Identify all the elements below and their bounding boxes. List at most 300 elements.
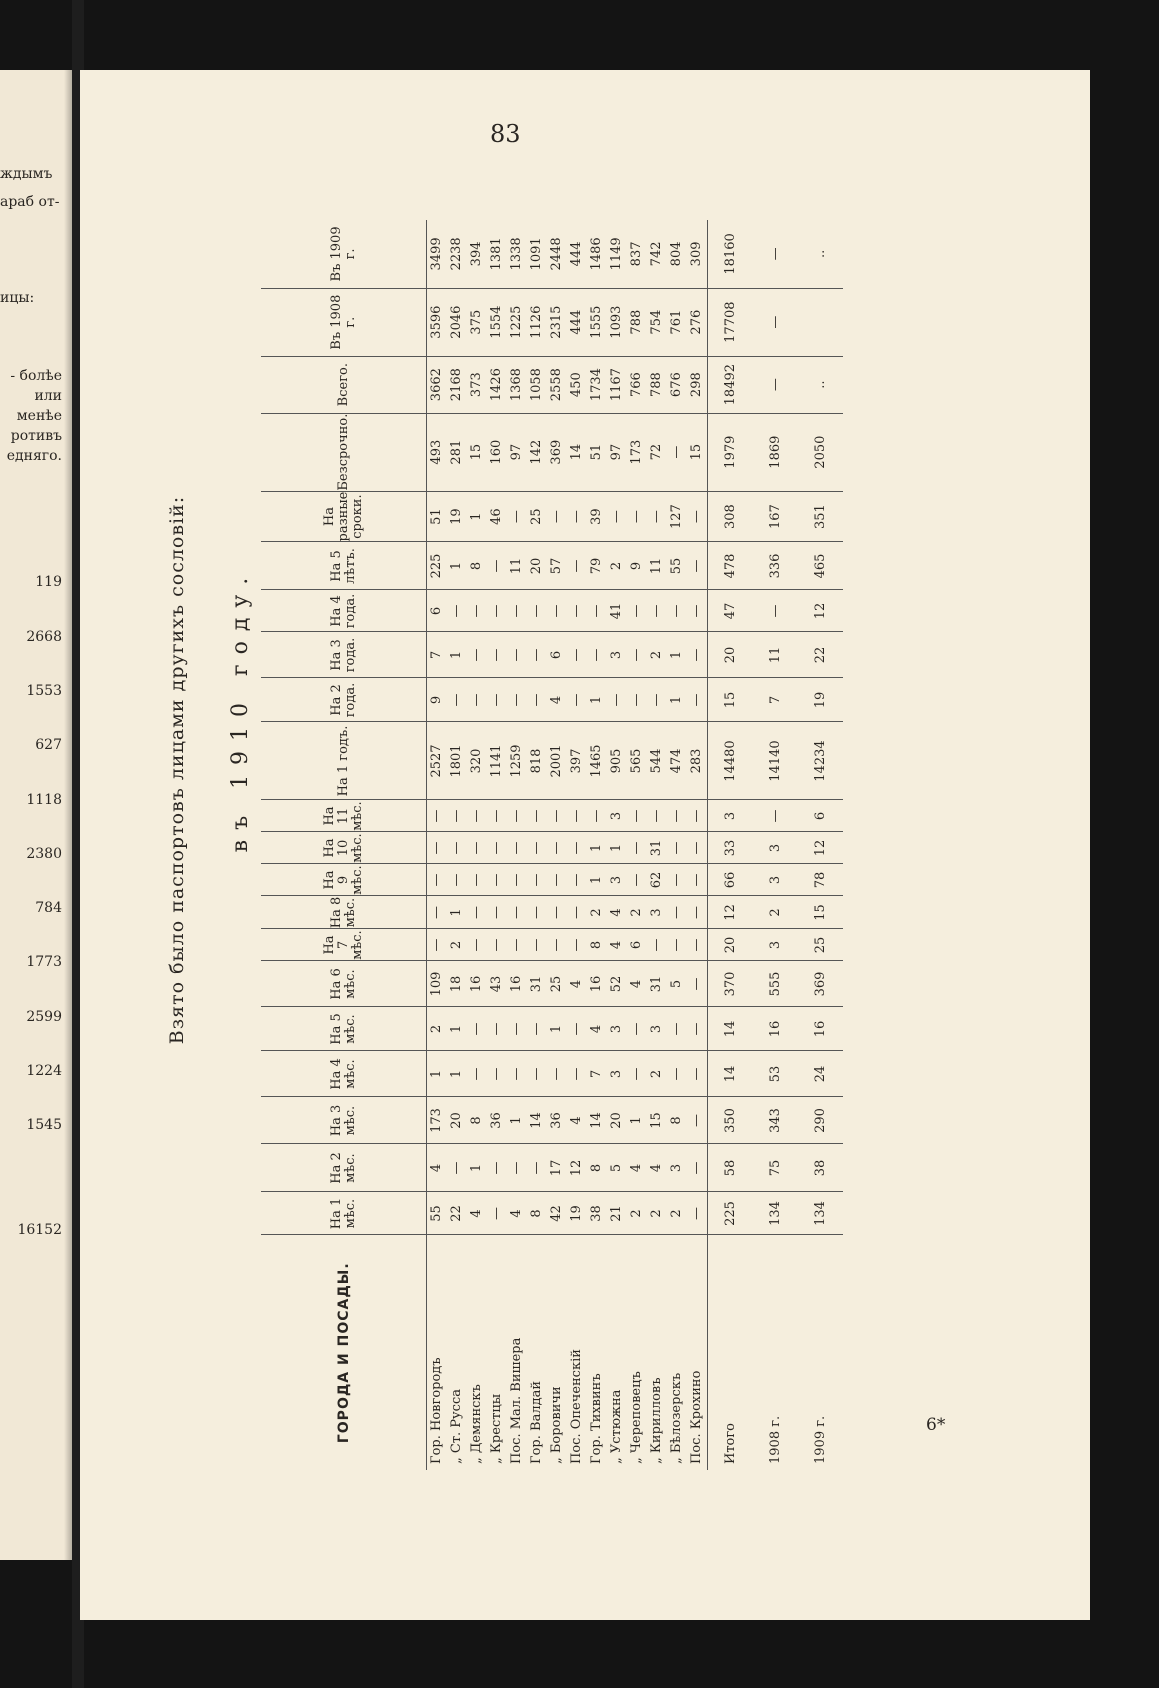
table-cell: 79 bbox=[587, 542, 607, 590]
table-row bbox=[527, 220, 547, 1470]
table-cell: 1 bbox=[587, 832, 607, 864]
table-cell: 1 bbox=[587, 864, 607, 896]
table-cell: 3 bbox=[753, 864, 798, 896]
table-cell: 8 bbox=[467, 1097, 487, 1144]
table-cell: .. bbox=[798, 220, 843, 288]
column-header bbox=[261, 1007, 427, 1051]
table-cell: 3 bbox=[607, 800, 627, 832]
table-cell: 22 bbox=[447, 1192, 467, 1235]
place-name: Пос. Крохино bbox=[689, 1370, 704, 1464]
table-cell: — bbox=[753, 800, 798, 832]
table-cell: 4 bbox=[587, 1007, 607, 1051]
table-cell: 1381 bbox=[487, 220, 507, 288]
prev-page-number: 2668 bbox=[26, 629, 62, 645]
table-cell: — bbox=[667, 896, 687, 929]
column-header-label: На 4 года. bbox=[328, 593, 358, 629]
table-cell: 14140 bbox=[753, 722, 798, 800]
table-cell: 565 bbox=[627, 722, 647, 800]
table-cell: 1091 bbox=[527, 220, 547, 288]
table-cell: — bbox=[627, 864, 647, 896]
table-cell: — bbox=[447, 1144, 467, 1192]
table-cell: — bbox=[567, 1051, 587, 1097]
table-cell: — bbox=[547, 590, 567, 632]
table-cell: — bbox=[507, 590, 527, 632]
table-cell: 31 bbox=[647, 832, 667, 864]
table-cell: — bbox=[467, 1051, 487, 1097]
table-cell: — bbox=[687, 1192, 708, 1235]
column-header bbox=[261, 1051, 427, 1097]
column-header-label: Безсрочно. bbox=[335, 413, 351, 491]
table-cell: 19 bbox=[567, 1192, 587, 1235]
place-name: Пос. Мал. Вишера bbox=[509, 1337, 524, 1464]
table-cell: 25 bbox=[798, 929, 843, 961]
table-row bbox=[647, 220, 667, 1470]
rotated-table-sheet bbox=[146, 70, 926, 1470]
table-cell: 2168 bbox=[447, 356, 467, 413]
prev-page-number: 1553 bbox=[26, 683, 62, 699]
table-cell: 16 bbox=[798, 1007, 843, 1051]
table-cell: — bbox=[627, 832, 647, 864]
table-cell: 97 bbox=[607, 413, 627, 491]
table-cell: 1 bbox=[547, 1007, 567, 1051]
table-cell: — bbox=[687, 832, 708, 864]
column-header bbox=[261, 929, 427, 961]
table-cell: — bbox=[687, 864, 708, 896]
table-cell: — bbox=[427, 832, 448, 864]
table-cell: 478 bbox=[708, 542, 754, 590]
table-cell: 1486 bbox=[587, 220, 607, 288]
column-header bbox=[261, 356, 427, 413]
table-cell: 444 bbox=[567, 288, 587, 356]
table-cell: 3 bbox=[667, 1144, 687, 1192]
column-header-label: На 1 мѣс. bbox=[328, 1197, 358, 1230]
table-cell: 4 bbox=[467, 1192, 487, 1235]
table-cell: 38 bbox=[587, 1192, 607, 1235]
column-header bbox=[261, 220, 427, 288]
column-header bbox=[261, 722, 427, 800]
table-cell: 160 bbox=[487, 413, 507, 491]
prev-page-number: 16152 bbox=[17, 1222, 62, 1238]
place-name: Гор. Валдай bbox=[529, 1380, 544, 1464]
table-cell: 6 bbox=[547, 632, 567, 678]
table-cell: 38 bbox=[798, 1144, 843, 1192]
table-cell: — bbox=[687, 961, 708, 1007]
place-name: Гор. Тихвинъ bbox=[589, 1373, 604, 1464]
table-cell: 51 bbox=[587, 413, 607, 491]
prev-page-text: ждымъ bbox=[0, 166, 53, 182]
table-cell: 20 bbox=[527, 542, 547, 590]
table-cell: 1869 bbox=[753, 413, 798, 491]
table-cell: 3 bbox=[647, 1007, 667, 1051]
table-cell: — bbox=[687, 929, 708, 961]
table-cell: — bbox=[753, 220, 798, 288]
table-cell: 41 bbox=[607, 590, 627, 632]
table-cell: 1 bbox=[447, 632, 467, 678]
table-cell: 18160 bbox=[708, 220, 754, 288]
table-cell: 15 bbox=[467, 413, 487, 491]
table-cell: 450 bbox=[567, 356, 587, 413]
table-cell: 24 bbox=[798, 1051, 843, 1097]
table-cell: 225 bbox=[708, 1192, 754, 1235]
table-cell: — bbox=[567, 678, 587, 722]
table-cell: 2558 bbox=[547, 356, 567, 413]
table-cell: 298 bbox=[687, 356, 708, 413]
table-cell: 52 bbox=[607, 961, 627, 1007]
column-header bbox=[261, 590, 427, 632]
column-header-label: На 8 мѣс. bbox=[328, 896, 358, 929]
column-header: ГОРОДА И ПОСАДЫ. bbox=[261, 1235, 427, 1470]
table-cell: 6 bbox=[627, 929, 647, 961]
table-cell: 31 bbox=[527, 961, 547, 1007]
table-cell: — bbox=[567, 1007, 587, 1051]
table-cell: 1554 bbox=[487, 288, 507, 356]
table-cell: 11 bbox=[647, 542, 667, 590]
table-cell: 4 bbox=[607, 896, 627, 929]
table-cell: — bbox=[547, 800, 567, 832]
table-cell: 465 bbox=[798, 542, 843, 590]
place-name: „ Устюжна bbox=[609, 1389, 624, 1464]
column-header bbox=[261, 1097, 427, 1144]
table-cell: 2001 bbox=[547, 722, 567, 800]
table-cell: — bbox=[527, 929, 547, 961]
table-cell: 754 bbox=[647, 288, 667, 356]
table-cell: — bbox=[447, 590, 467, 632]
place-name: „ Кирилловъ bbox=[649, 1377, 664, 1464]
place-name: „ Боровичи bbox=[549, 1386, 564, 1464]
table-row bbox=[487, 220, 507, 1470]
table-cell: 14234 bbox=[798, 722, 843, 800]
column-header-label: Въ 1909 г. bbox=[328, 226, 358, 282]
passport-table bbox=[261, 220, 843, 1470]
column-header bbox=[261, 491, 427, 542]
prev-page-number: 1118 bbox=[26, 792, 62, 808]
table-cell: — bbox=[487, 1144, 507, 1192]
prev-page-number: 1224 bbox=[26, 1063, 62, 1079]
table-cell: 1465 bbox=[587, 722, 607, 800]
column-header bbox=[261, 800, 427, 832]
table-cell: 320 bbox=[467, 722, 487, 800]
table-cell: — bbox=[667, 413, 687, 491]
table-cell: 47 bbox=[708, 590, 754, 632]
table-cell: 1 bbox=[587, 678, 607, 722]
table-cell: — bbox=[753, 590, 798, 632]
table-cell: 3 bbox=[647, 896, 667, 929]
column-header bbox=[261, 1144, 427, 1192]
table-cell: — bbox=[647, 929, 667, 961]
table-cell: — bbox=[507, 1144, 527, 1192]
table-cell: 42 bbox=[547, 1192, 567, 1235]
table-cell: 39 bbox=[587, 491, 607, 542]
table-cell: — bbox=[647, 678, 667, 722]
table-cell: 2 bbox=[447, 929, 467, 961]
column-header-label: На 4 мѣс. bbox=[328, 1058, 358, 1090]
table-cell: — bbox=[487, 800, 507, 832]
table-cell: 4 bbox=[547, 678, 567, 722]
table-cell: 2 bbox=[627, 1192, 647, 1235]
prev-page-number: 2380 bbox=[26, 846, 62, 862]
column-header-label: На 6 мѣс. bbox=[328, 968, 358, 1000]
table-cell: 276 bbox=[687, 288, 708, 356]
table-cell: — bbox=[507, 1051, 527, 1097]
table-cell: 1979 bbox=[708, 413, 754, 491]
column-header bbox=[261, 542, 427, 590]
table-cell: 20 bbox=[447, 1097, 467, 1144]
table-cell: — bbox=[467, 590, 487, 632]
table-cell: — bbox=[467, 896, 487, 929]
table-cell: — bbox=[427, 929, 448, 961]
table-cell: 308 bbox=[708, 491, 754, 542]
table-body bbox=[427, 220, 844, 1470]
table-cell: 1 bbox=[667, 678, 687, 722]
table-cell: 3 bbox=[607, 1051, 627, 1097]
table-cell: — bbox=[527, 632, 547, 678]
table-cell: 25 bbox=[547, 961, 567, 1007]
table-cell: — bbox=[627, 491, 647, 542]
column-header-label: На 7 мѣс. bbox=[321, 930, 365, 960]
column-header-label: На 5 лѣтъ. bbox=[328, 548, 358, 584]
place-name: „ Бѣлозерскъ bbox=[669, 1372, 684, 1464]
page-shadow bbox=[64, 70, 72, 1560]
table-cell: 369 bbox=[547, 413, 567, 491]
table-cell: 12 bbox=[567, 1144, 587, 1192]
table-cell: — bbox=[487, 632, 507, 678]
table-cell: 16 bbox=[467, 961, 487, 1007]
table-cell: 9 bbox=[427, 678, 448, 722]
table-cell: — bbox=[507, 864, 527, 896]
column-header bbox=[261, 961, 427, 1007]
table-cell: 31 bbox=[647, 961, 667, 1007]
table-cell: — bbox=[527, 800, 547, 832]
table-cell: .. bbox=[798, 356, 843, 413]
place-name: 1909 г. bbox=[812, 1415, 828, 1464]
table-row bbox=[467, 220, 487, 1470]
table-cell: 4 bbox=[567, 1097, 587, 1144]
table-cell: 1 bbox=[467, 1144, 487, 1192]
table-cell: 6 bbox=[427, 590, 448, 632]
table-cell: — bbox=[667, 929, 687, 961]
table-cell: 309 bbox=[687, 220, 708, 288]
table-cell: 350 bbox=[708, 1097, 754, 1144]
table-cell: 8 bbox=[467, 542, 487, 590]
table-cell: — bbox=[447, 800, 467, 832]
table-cell: — bbox=[507, 929, 527, 961]
table-cell: — bbox=[627, 632, 647, 678]
table-cell: 134 bbox=[798, 1192, 843, 1235]
column-header-label: Всего. bbox=[335, 363, 351, 407]
year-heading: въ 1910 году. bbox=[228, 567, 253, 853]
table-cell: — bbox=[467, 929, 487, 961]
column-header bbox=[261, 413, 427, 491]
table-cell: 2238 bbox=[447, 220, 467, 288]
column-header-label: На 3 мѣс. bbox=[328, 1104, 358, 1137]
table-cell: — bbox=[587, 632, 607, 678]
table-cell: 761 bbox=[667, 288, 687, 356]
column-header-label: На 9 мѣс. bbox=[321, 865, 365, 895]
table-cell: — bbox=[607, 678, 627, 722]
table-cell: — bbox=[507, 896, 527, 929]
table-cell: — bbox=[467, 800, 487, 832]
table-cell: 1225 bbox=[507, 288, 527, 356]
table-cell: — bbox=[687, 800, 708, 832]
table-cell: — bbox=[527, 896, 547, 929]
table-cell: 4 bbox=[627, 1144, 647, 1192]
table-cell: 62 bbox=[647, 864, 667, 896]
table-cell: 1 bbox=[607, 832, 627, 864]
table-cell: 53 bbox=[753, 1051, 798, 1097]
table-cell: 7 bbox=[587, 1051, 607, 1097]
table-cell: 2 bbox=[427, 1007, 448, 1051]
table-cell: 1058 bbox=[527, 356, 547, 413]
table-cell: — bbox=[627, 1007, 647, 1051]
place-name: „ Крестцы bbox=[489, 1393, 504, 1464]
table-cell: — bbox=[567, 832, 587, 864]
table-cell: 78 bbox=[798, 864, 843, 896]
table-cell: — bbox=[547, 491, 567, 542]
table-cell: 3 bbox=[708, 800, 754, 832]
table-cell: 7 bbox=[427, 632, 448, 678]
table-cell: — bbox=[687, 1051, 708, 1097]
table-cell: — bbox=[487, 1192, 507, 1235]
table-cell: — bbox=[487, 929, 507, 961]
table-cell: 369 bbox=[798, 961, 843, 1007]
table-cell: — bbox=[687, 542, 708, 590]
table-cell: 142 bbox=[527, 413, 547, 491]
signature-mark: 6* bbox=[926, 1415, 946, 1435]
table-cell: — bbox=[527, 864, 547, 896]
table-cell: 1259 bbox=[507, 722, 527, 800]
table-cell: 1093 bbox=[607, 288, 627, 356]
table-cell: 36 bbox=[547, 1097, 567, 1144]
table-cell: — bbox=[687, 896, 708, 929]
table-cell: — bbox=[487, 896, 507, 929]
place-name: „ Череповецъ bbox=[629, 1371, 644, 1464]
table-row bbox=[427, 220, 448, 1470]
table-cell: 336 bbox=[753, 542, 798, 590]
previous-page-edge bbox=[0, 70, 72, 1560]
table-cell: 58 bbox=[708, 1144, 754, 1192]
table-cell: 18 bbox=[447, 961, 467, 1007]
table-cell bbox=[798, 288, 843, 356]
table-cell: — bbox=[687, 1007, 708, 1051]
table-cell: 8 bbox=[587, 1144, 607, 1192]
table-cell: — bbox=[447, 678, 467, 722]
table-cell: 2 bbox=[627, 896, 647, 929]
table-cell: 6 bbox=[798, 800, 843, 832]
table-cell: — bbox=[467, 632, 487, 678]
table-cell: 15 bbox=[647, 1097, 667, 1144]
table-cell: 788 bbox=[627, 288, 647, 356]
table-cell: — bbox=[427, 800, 448, 832]
place-name: Пос. Опеченскій bbox=[569, 1349, 584, 1464]
table-cell: 127 bbox=[667, 491, 687, 542]
prev-page-text: менѣе bbox=[16, 408, 62, 424]
table-cell: — bbox=[467, 1007, 487, 1051]
column-header-label: На 3 года. bbox=[328, 637, 358, 673]
table-cell: 1 bbox=[467, 491, 487, 542]
column-header-label: На 5 мѣс. bbox=[328, 1013, 358, 1045]
column-header-label: На 2 года. bbox=[328, 682, 358, 718]
table-cell: — bbox=[667, 1051, 687, 1097]
prev-page-number: 627 bbox=[35, 737, 62, 753]
table-cell: — bbox=[487, 832, 507, 864]
table-cell: 8 bbox=[527, 1192, 547, 1235]
table-cell: 1 bbox=[627, 1097, 647, 1144]
table-cell: 1 bbox=[447, 1051, 467, 1097]
table-cell: 17 bbox=[547, 1144, 567, 1192]
table-cell: — bbox=[687, 1097, 708, 1144]
table-cell: — bbox=[547, 896, 567, 929]
table-cell: — bbox=[507, 1007, 527, 1051]
table-row bbox=[507, 220, 527, 1470]
column-header-label: На разные сроки. bbox=[321, 491, 365, 542]
table-cell: 43 bbox=[487, 961, 507, 1007]
table-cell: 11 bbox=[753, 632, 798, 678]
table-cell: 290 bbox=[798, 1097, 843, 1144]
table-cell: 15 bbox=[687, 413, 708, 491]
table-cell: 16 bbox=[587, 961, 607, 1007]
place-name: „ Демянскъ bbox=[469, 1384, 484, 1464]
table-cell: — bbox=[487, 1007, 507, 1051]
table-cell: 75 bbox=[753, 1144, 798, 1192]
place-name: „ Ст. Русса bbox=[449, 1389, 464, 1464]
table-cell: 3 bbox=[607, 864, 627, 896]
place-name: 1908 г. bbox=[767, 1415, 783, 1464]
table-cell: 20 bbox=[708, 632, 754, 678]
table-cell: 3596 bbox=[427, 288, 448, 356]
table-cell: 1426 bbox=[487, 356, 507, 413]
table-cell: — bbox=[687, 590, 708, 632]
table-cell: — bbox=[607, 491, 627, 542]
table-row bbox=[798, 220, 843, 1470]
table-cell: 1338 bbox=[507, 220, 527, 288]
table-cell: 837 bbox=[627, 220, 647, 288]
page-number: 83 bbox=[490, 120, 521, 148]
document-page bbox=[80, 70, 1090, 1620]
table-cell: — bbox=[567, 896, 587, 929]
prev-page-number: 2599 bbox=[26, 1009, 62, 1025]
table-cell: 283 bbox=[687, 722, 708, 800]
table-cell: 3 bbox=[753, 929, 798, 961]
table-cell: 5 bbox=[667, 961, 687, 1007]
table-cell: — bbox=[587, 800, 607, 832]
table-cell: — bbox=[507, 491, 527, 542]
table-cell: 22 bbox=[798, 632, 843, 678]
table-cell: 57 bbox=[547, 542, 567, 590]
table-cell: — bbox=[567, 632, 587, 678]
table-cell: 134 bbox=[753, 1192, 798, 1235]
prev-page-text: - болѣе bbox=[10, 368, 62, 384]
table-cell: 173 bbox=[627, 413, 647, 491]
table-cell: 2 bbox=[587, 896, 607, 929]
table-cell: — bbox=[567, 864, 587, 896]
table-row bbox=[547, 220, 567, 1470]
table-cell: 3 bbox=[607, 1007, 627, 1051]
table-cell: 2 bbox=[607, 542, 627, 590]
table-cell: 46 bbox=[487, 491, 507, 542]
table-cell: 20 bbox=[708, 929, 754, 961]
prev-page-number: 1545 bbox=[26, 1117, 62, 1133]
table-cell: 72 bbox=[647, 413, 667, 491]
column-header-label: Въ 1908 г. bbox=[328, 294, 358, 350]
table-cell: — bbox=[667, 800, 687, 832]
table-cell: 4 bbox=[647, 1144, 667, 1192]
table-cell: — bbox=[627, 678, 647, 722]
table-cell: — bbox=[687, 491, 708, 542]
table-cell: — bbox=[567, 491, 587, 542]
table-cell: 14 bbox=[527, 1097, 547, 1144]
prev-page-number: 119 bbox=[35, 574, 62, 590]
table-cell: — bbox=[507, 678, 527, 722]
